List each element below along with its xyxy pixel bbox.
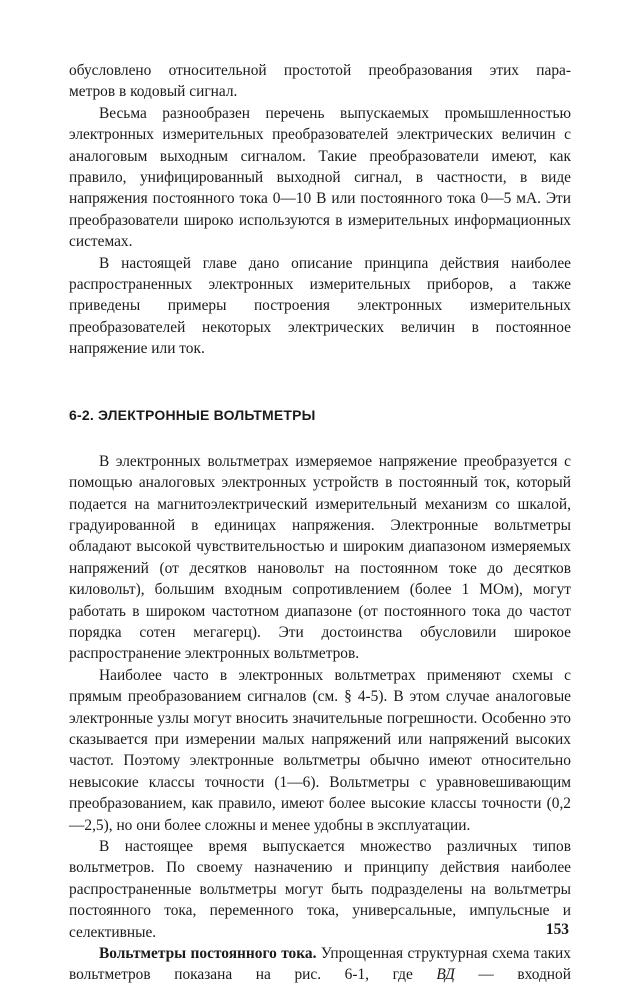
section-heading: 6-2. ЭЛЕКТРОННЫЕ ВОЛЬТМЕТРЫ: [69, 406, 316, 423]
paragraph: В настоящее время выпускается множество различных типов вольтметров. По своему назначению и принципу действия наиболее распространенные вольтметры могут быть подразделены на вольтметры постоянного тока, переменного тока, универсальные, импульсные и селективные.: [69, 838, 571, 941]
run-in-heading: Вольтметры постоянного тока.: [99, 945, 317, 963]
intro-line-2: метров в кодовый сигнал.: [69, 83, 238, 101]
paragraph-text: Упрощенная структурная схема таких вольтметров показана на рис. 6-1, где: [69, 945, 571, 984]
paragraph: Наиболее часто в электронных вольтметрах применяют схемы с прямым преобразованием сигналов (см. § 4-5). В этом случае аналоговые электронные узлы могут вносить значительные погрешности. Особенно это сказывается при измерении малых напряжений или напряжений высоких частот. Поэтому электронные вольтметры обычно имеют относительно невысокие классы точности (1—6). Вольтметры с уравновешивающим преобразованием, как правило, имеют более высокие классы точности (0,2—2,5), но они более сложны и менее удобны в эксплуатации.: [69, 666, 571, 834]
page-body: [69, 60, 571, 986]
paragraph: В электронных вольтметрах измеряемое напряжение преобразуется с помощью аналоговых электронных устройств в постоянный ток, который подается на магнитоэлектрический измерительный механизм со шкалой, градуированной в единицах напряжения. Электронные вольтметры обладают высокой чувствительностью и широким диапазоном измеряемых напряжений (от десятков нановольт на постоянном токе до десятков киловольт), большим входным сопротивлением (более 1 МОм), могут работать в широком частотном диапазоне (от постоянного тока до частот порядка сотен мегагерц). Эти достоинства обусловили широкое распространение электронных вольтметров.: [69, 452, 571, 663]
page-number: 153: [545, 921, 569, 938]
paragraph-text: — входной: [478, 966, 571, 984]
abbreviation: ВД: [436, 966, 455, 984]
paragraph-dc-voltmeters: [69, 943, 571, 986]
paragraph: Весьма разнообразен перечень выпускаемых промышленностью электронных измерительных преобразователей электрических величин с аналоговым выходным сигналом. Такие преобразователи имеют, как правило, унифицированный выходной сигнал, в частности, в виде напряжения постоянного тока 0—10 В или постоянного тока 0—5 мА. Эти преобразователи широко используются в измерительных информационных системах.: [69, 104, 571, 251]
intro-line-1: обусловлено относительной простотой преобразования этих пара-: [69, 62, 571, 79]
paragraph: В настоящей главе дано описание принципа действия наиболее распространенных электронных измерительных приборов, а также приведены примеры построения электронных измерительных преобразователей некоторых электрических величин в постоянное напряжение или ток.: [69, 254, 571, 358]
